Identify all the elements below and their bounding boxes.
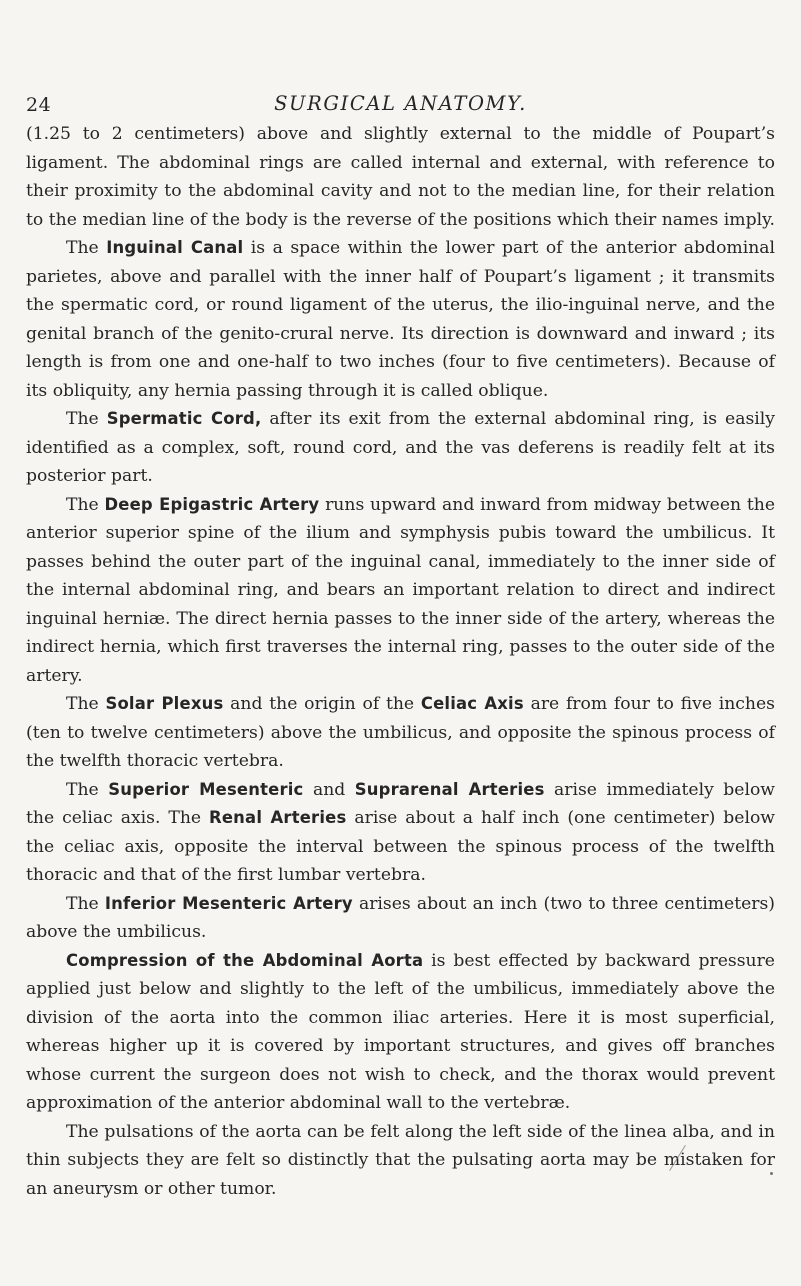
stray-dot-mark — [770, 1172, 773, 1175]
paragraph-spermatic-cord — [26, 405, 775, 491]
body-text — [26, 120, 775, 1203]
paragraph-lead: The — [66, 494, 105, 515]
paragraph-lead: The — [66, 409, 107, 429]
paragraph-superior-mesenteric — [26, 776, 775, 890]
paragraph-solar-plexus — [26, 690, 775, 776]
paragraph-text: arises about an inch (two to three centimeters) above the umbilicus. — [26, 893, 776, 942]
term-solar-plexus: Solar Plexus — [105, 694, 224, 713]
paragraph-text: The pulsations of the aorta can be felt along the left side of the linea alba, and in thin subjects they are felt so distinctly that the pulsating aorta may be mistaken for an aneurysm or other tumor. — [26, 1121, 775, 1199]
paragraph-mid: arise immediately below the celiac axis. The — [26, 779, 776, 828]
paragraph-text: are from four to five inches (ten to twelve centimeters) above the umbilicus, and opposite the spinous process of the twelfth thoracic vertebra. — [26, 694, 775, 771]
paragraph-lead: The — [66, 238, 107, 258]
paragraph-text: after its exit from the external abdominal ring, is easily identified as a complex, soft, round cord, and the vas deferens is readily felt at its posterior part. — [26, 409, 775, 486]
paragraph-text: is a space within the lower part of the anterior abdominal parietes, above and parallel with the inner half of Poupart’s ligament ; it transmits the spermatic cord, or round ligament of the uterus, the ilio-inguinal nerve, and the genital branch of the genito-crural nerve. Its direction is downward and inward ; its length is from one and one-half to two inches (four to five centimeters). Because of its obliquity, any hernia passing through it is called oblique. — [26, 238, 776, 401]
term-renal-arteries: Renal Arteries — [209, 808, 347, 827]
running-head: SURGICAL ANATOMY. — [274, 92, 527, 115]
paragraph-lead: The — [66, 893, 105, 914]
paragraph-lead: The — [66, 779, 109, 800]
term-spermatic-cord: Spermatic Cord, — [106, 409, 262, 428]
term-superior-mesenteric: Superior Mesenteric — [108, 779, 304, 799]
paragraph-deep-epigastric-artery — [26, 491, 775, 691]
paragraph-text: arise about a half inch (one centimeter) below the celiac axis, opposite the interval between the spinous process of the twelfth thoracic and that of the first lumbar vertebra. — [26, 808, 775, 885]
paragraph-inguinal-canal — [26, 234, 775, 405]
paragraph-lead: The — [66, 694, 106, 714]
paragraph-aorta-pulsations — [26, 1118, 775, 1204]
term-deep-epigastric-artery: Deep Epigastric Artery — [104, 494, 320, 514]
term-compression-abdominal-aorta: Compression of the Abdominal Aorta — [66, 950, 424, 970]
paragraph-mid: and — [303, 779, 355, 800]
page-number: 24 — [26, 94, 52, 116]
paragraph-continued — [26, 120, 775, 234]
paragraph-mid: and the origin of the — [223, 694, 421, 714]
paragraph-text: runs upward and inward from midway between the anterior superior spine of the ilium and symphysis pubis toward the umbilicus. It passes behind the outer part of the inguinal canal, immediately to the inner side of the internal abdominal ring, and bears an important relation to direct and indirect inguinal herniæ. The direct hernia passes to the inner side of the artery, whereas the indirect hernia, which first traverses the internal ring, passes to the outer side of the artery. — [26, 494, 775, 686]
paragraph-compression-aorta — [26, 947, 775, 1118]
term-suprarenal-arteries: Suprarenal Arteries — [354, 779, 545, 799]
paragraph-text: (1.25 to 2 centimeters) above and slightly external to the middle of Poupart’s ligament. The abdominal rings are called internal and external, with reference to their proximity to the abdominal cavity and not to the median line, for their relation to the median line of the body is the reverse of the positions which their names imply. — [26, 124, 775, 230]
paragraph-inferior-mesenteric — [26, 890, 775, 947]
term-celiac-axis: Celiac Axis — [420, 694, 524, 713]
term-inferior-mesenteric-artery: Inferior Mesenteric Artery — [104, 893, 353, 913]
paragraph-text: is best effected by backward pressure applied just below and slightly to the left of the umbilicus, immediately above the division of the aorta into the common iliac arteries. Here it is most superficial, whereas higher up it is covered by important structures, and gives off branches whose current the surgeon does not wish to check, and the thorax would prevent approximation of the anterior abdominal wall to the vertebræ. — [26, 950, 775, 1113]
term-inguinal-canal: Inguinal Canal — [106, 238, 244, 257]
